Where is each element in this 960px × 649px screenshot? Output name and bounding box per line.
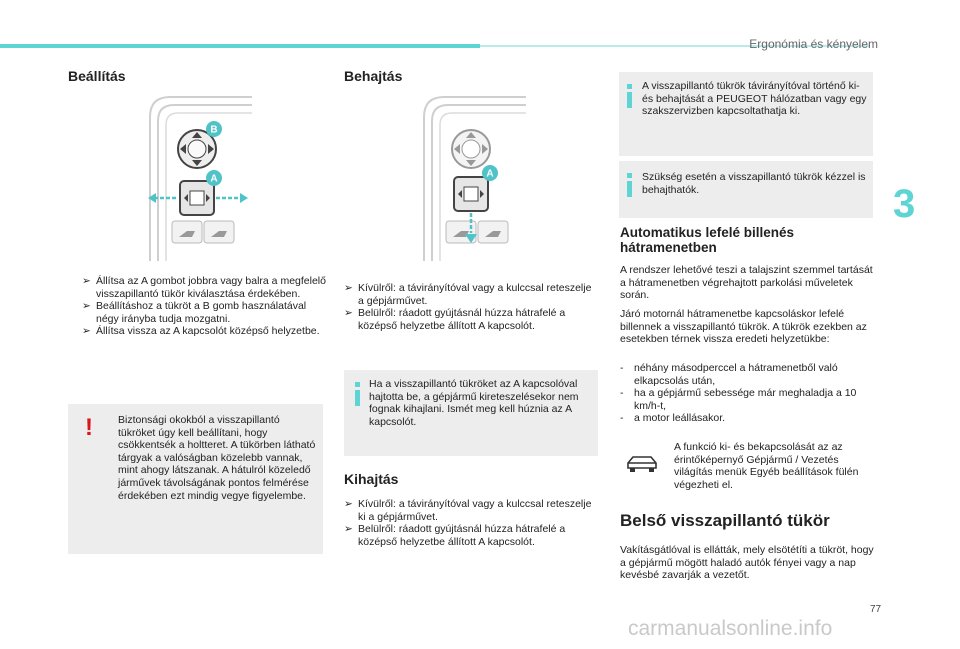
- section-title-reverse-tilt: Automatikus lefelé billenés hátramenetben: [620, 225, 795, 255]
- arrow-icon: ➢: [82, 275, 91, 287]
- list-item: - ha a gépjármű sebessége már meghaladja a 10 km/h-t,: [620, 387, 857, 412]
- arrow-icon: ➢: [82, 325, 91, 338]
- list-item: - a motor leállásakor.: [620, 412, 726, 425]
- list-item: ➢ Állítsa vissza az A kapcsolót középső helyzetbe.: [82, 325, 320, 338]
- section-title-interior-mirror: Belső visszapillantó tükör: [620, 511, 830, 530]
- warning-icon: !: [85, 414, 93, 441]
- arrow-icon: ➢: [82, 300, 91, 313]
- callout-a: A: [486, 168, 494, 180]
- reverse-tilt-conditions: [620, 362, 875, 425]
- mirror-switch-figure-fold: [416, 93, 526, 261]
- page-number: 77: [870, 604, 882, 615]
- settings-note: A funkció ki- és bekapcsolását az az érintőképernyő Gépjármű / Vezetés világítás menük Egyéb beállítások fülén végezheti el.: [674, 441, 859, 491]
- info-text-manual: Szükség esetén a visszapillantó tükrök kézzel is behajthatók.: [642, 171, 866, 196]
- info-icon: [627, 173, 632, 197]
- list-item: ➢ Belülről: ráadott gyújtásnál húzza hátrafelé a középső helyzetbe állított A kapcsolót.: [344, 523, 566, 548]
- section-title-fold: Behajtás: [344, 68, 403, 84]
- warning-text: Biztonsági okokból a visszapillantó tükröket úgy kell beállítani, hogy csökkentsék a holtteret. A tükörben látható tárgyak a valóságban közelebb vannak, mint ahogy látszanak. A hátulról közeledő járművek távolságának pontos felmérése érdekében ezt mindig vegye figyelembe.: [118, 414, 316, 502]
- mirror-switch-figure-adjust: [142, 93, 252, 261]
- info-icon: [627, 84, 632, 108]
- watermark: carmanualsonline.info: [628, 617, 833, 640]
- unfold-steps: [344, 498, 599, 548]
- list-item: - néhány másodperccel a hátramenetből való elkapcsolás után,: [620, 362, 838, 387]
- list-item: ➢ Kívülről: a távirányítóval vagy a kulccsal reteszelje ki a gépjárművet.: [344, 498, 592, 523]
- callout-b: B: [210, 124, 218, 136]
- section-title-unfold: Kihajtás: [344, 471, 399, 487]
- arrow-icon: ➢: [344, 282, 353, 294]
- fold-steps: [344, 282, 599, 332]
- list-item: ➢ Belülről: ráadott gyújtásnál húzza hátrafelé a középső helyzetbe állított A kapcsolót.: [344, 307, 566, 332]
- arrow-icon: ➢: [344, 307, 353, 320]
- section-title-adjust: Beállítás: [68, 68, 126, 84]
- arrow-icon: ➢: [344, 523, 353, 536]
- info-text: Ha a visszapillantó tükröket az A kapcsolóval hajtotta be, a gépjármű kireteszelésekor nem fognak kihajlani. Ismét meg kell húznia az A kapcsolót.: [369, 378, 579, 428]
- interior-mirror-desc: Vakításgátlóval is ellátták, mely elsötétíti a tükröt, hogy a gépjármű mögött haladó autók fényei vagy a nap kevésbé zavarják a vezetőt.: [620, 544, 874, 582]
- reverse-tilt-intro: A rendszer lehetővé teszi a talajszint szemmel tartását a hátramenetben végrehajtott parkolási műveletek során.: [620, 264, 873, 302]
- reverse-tilt-desc: Járó motornál hátramenetbe kapcsoláskor lefelé billennek a visszapillantó tükrök. A tükrök ezekben az esetekben térnek vissza eredeti helyzetükbe:: [620, 308, 867, 346]
- info-icon: [355, 382, 360, 406]
- list-item: ➢ Beállításhoz a tükröt a B gomb használatával négy irányba tudja mozgatni.: [82, 300, 307, 325]
- list-item: ➢ Állítsa az A gombot jobbra vagy balra a megfelelő visszapillantó tükör kiválasztása érdekében.: [82, 275, 326, 300]
- chapter-title: Ergonómia és kényelem: [749, 37, 878, 51]
- header-accent-bar: [0, 44, 480, 48]
- info-text-remote: A visszapillantó tükrök távirányítóval történő ki- és behajtását a PEUGEOT hálózatban vagy egy szakszervizben kapcsoltathatja ki.: [642, 80, 867, 118]
- callout-a: A: [210, 173, 218, 185]
- arrow-icon: ➢: [344, 498, 353, 510]
- car-icon: [624, 452, 660, 474]
- chapter-number: 3: [893, 182, 916, 226]
- adjust-steps: [82, 275, 327, 338]
- list-item: ➢ Kívülről: a távirányítóval vagy a kulccsal reteszelje a gépjárművet.: [344, 282, 592, 307]
